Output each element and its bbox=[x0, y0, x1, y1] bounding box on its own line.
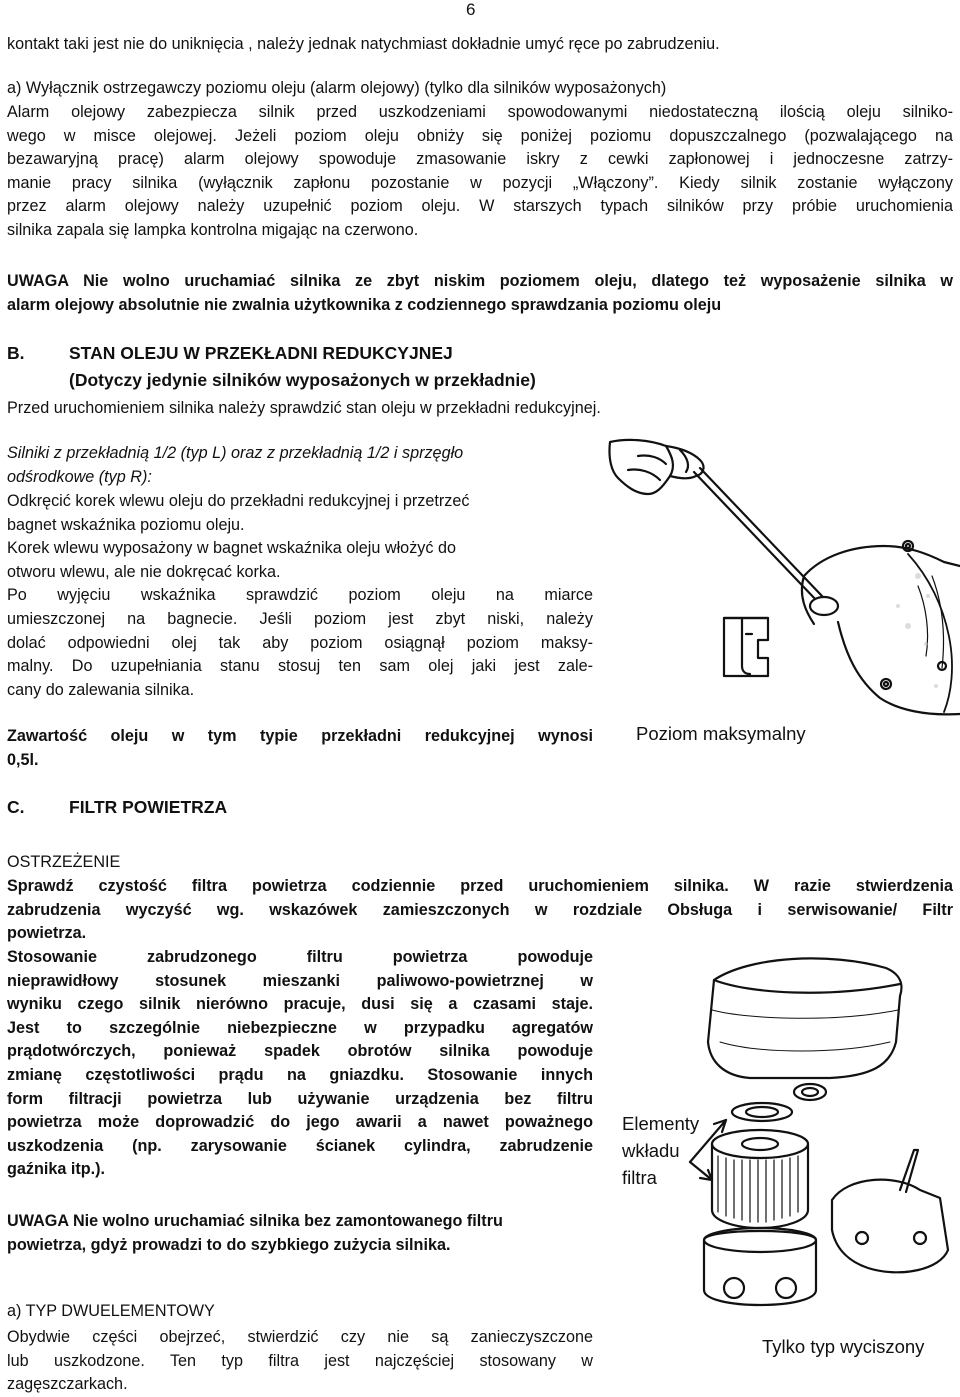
text-line: wkładu bbox=[622, 1140, 680, 1161]
text-line: Jest to szczególnie niebezpieczne w przypadku agregatów bbox=[7, 1018, 593, 1037]
page-number: 6 bbox=[466, 0, 476, 19]
section-b-letter: B. bbox=[7, 343, 25, 363]
text-line: Zawartość oleju w tym typie przekładni redukcyjnej wynosi bbox=[7, 727, 593, 745]
text-line: alarm olejowy absolutnie nie zwalnia użytkownika z codziennego sprawdzania poziomu oleju bbox=[7, 295, 722, 314]
section-b-subtitle: (Dotyczy jedynie silników wyposażonych w przekładnie) bbox=[69, 370, 536, 390]
section-b-body bbox=[7, 490, 593, 702]
text-line: Alarm olejowy zabezpiecza silnik przed uszkodzeniami spowodowanymi niedostateczną ilością oleju silniko- bbox=[7, 103, 953, 121]
text-line: zmianę częstotliwości prądu na gniazdku. Stosowanie innych bbox=[7, 1065, 593, 1084]
text-line: dolać odpowiedni olej tak aby poziom osiągnął poziom maksy- bbox=[7, 633, 593, 652]
text-line: filtra bbox=[622, 1167, 657, 1188]
text-line: malny. Do uzupełniania stanu stosuj ten sam olej jaki jest zale- bbox=[7, 657, 593, 676]
text-line: cany do zalewania silnika. bbox=[7, 680, 195, 699]
section-b-intro: Przed uruchomieniem silnika należy sprawdzić stan oleju w przekładni redukcyjnej. bbox=[7, 399, 601, 417]
text-line: prądotwórczych, ponieważ spadek obrotów silnika powoduje bbox=[7, 1042, 593, 1061]
figure-caption-quiet-type: Tylko typ wyciszony bbox=[762, 1336, 925, 1357]
sub-a-heading: a) TYP DWUELEMENTOWY bbox=[7, 1302, 215, 1320]
text-line: lub uszkodzone. Ten typ filtra jest najczęściej stosowany w bbox=[7, 1351, 593, 1370]
text-line: powietrza. bbox=[7, 924, 87, 943]
warning-label: OSTRZEŻENIE bbox=[7, 853, 121, 871]
text-line: 0,5l. bbox=[7, 750, 39, 769]
sub-a-body bbox=[7, 1326, 593, 1397]
section-c-letter: C. bbox=[7, 797, 25, 817]
text-line: otworu wlewu, ale nie dokręcać korka. bbox=[7, 562, 281, 581]
uwaga-air-filter bbox=[7, 1210, 593, 1257]
text-line: manie pracy silnika (wyłącznik zapłonu pozostanie w pozycji „Włączony”. Kiedy silnik zostanie wyłączony bbox=[7, 173, 953, 192]
text-line: Obydwie części obejrzeć, stwierdzić czy nie są zanieczyszczone bbox=[7, 1328, 593, 1346]
text-line: umieszczonej na bagnecie. Jeśli poziom jest zbyt niski, należy bbox=[7, 609, 593, 628]
text-line: Elementy bbox=[622, 1113, 700, 1134]
text-line: Stosowanie zabrudzonego filtru powietrza powoduje bbox=[7, 948, 593, 966]
text-line: powietrza może doprowadzić do jego awarii a nawet poważnego bbox=[7, 1113, 593, 1132]
text-line: zabrudzenia wyczyść wg. wskazówek zamieszczonych w rozdziale Obsługa i serwisowanie/ Filtr bbox=[7, 900, 953, 919]
air-filter-warning bbox=[7, 875, 953, 946]
text-line: Silniki z przekładnią 1/2 (typ L) oraz z przekładnią 1/2 i sprzęgło bbox=[7, 444, 464, 462]
intro-line: kontakt taki jest nie do uniknięcia , należy jednak natychmiast dokładnie umyć ręce po zabrudzeniu. bbox=[7, 35, 720, 53]
air-filter-warning-left bbox=[7, 946, 593, 1182]
text-line: odśrodkowe (typ R): bbox=[7, 467, 152, 486]
figure-label-filter-elements bbox=[622, 1110, 699, 1191]
text-line: nieprawidłowy stosunek mieszanki paliwowo-powietrznej w bbox=[7, 971, 593, 990]
text-line: Po wyjęciu wskaźnika sprawdzić poziom oleju na miarce bbox=[7, 586, 593, 605]
section-c-title: FILTR POWIETRZA bbox=[69, 797, 228, 817]
text-line: UWAGA Nie wolno uruchamiać silnika bez zamontowanego filtru bbox=[7, 1212, 503, 1230]
dipstick-illustration bbox=[608, 436, 960, 720]
text-line: zagęszczarkach. bbox=[7, 1375, 128, 1394]
text-line: bagnet wskaźnika poziomu oleju. bbox=[7, 515, 245, 534]
text-line: Sprawdź czystość filtra powietrza codziennie przed uruchomieniem silnika. W razie stwierdzenia bbox=[7, 877, 953, 895]
section-a1-body bbox=[7, 101, 953, 243]
text-line: wyniku czego silnik nierówno pracuje, dusi się a czasami staje. bbox=[7, 995, 593, 1014]
text-line: Korek wlewu wyposażony w bagnet wskaźnika oleju włożyć do bbox=[7, 539, 456, 558]
figure-caption-max-level: Poziom maksymalny bbox=[636, 723, 806, 744]
uwaga-oil-warning bbox=[7, 270, 953, 317]
text-line: wego w misce olejowej. Jeżeli poziom oleju obniży się poniżej poziomu dopuszczalnego (pozwalającego na bbox=[7, 126, 953, 145]
text-line: UWAGA Nie wolno uruchamiać silnika ze zbyt niskim poziomem oleju, dlatego też wyposażenie silnika w bbox=[7, 272, 953, 290]
section-b-italic-note bbox=[7, 442, 593, 489]
text-line: silnika zapala się lampka kontrolna migając na czerwono. bbox=[7, 220, 419, 239]
text-line: powietrza, gdyż prowadzi to do szybkiego zużycia silnika. bbox=[7, 1235, 451, 1254]
text-line: bezawaryjną pracę) alarm olejowy spowoduje zmasowanie iskry z cewki zapłonowej i jednoczesne zatrzy- bbox=[7, 150, 953, 169]
section-b-title: STAN OLEJU W PRZEKŁADNI REDUKCYJNEJ bbox=[69, 343, 453, 363]
text-line: gaźnika itp.). bbox=[7, 1160, 106, 1179]
oil-capacity bbox=[7, 725, 593, 772]
text-line: form filtracji powietrza lub używanie urządzenia bez filtru bbox=[7, 1089, 593, 1108]
text-line: Odkręcić korek wlewu oleju do przekładni redukcyjnej i przetrzeć bbox=[7, 492, 470, 510]
text-line: przez alarm olejowy należy uzupełnić poziom oleju. W starszych typach silników przy próbie uruchomienia bbox=[7, 197, 953, 216]
section-a1-heading: a) Wyłącznik ostrzegawczy poziomu oleju (alarm olejowy) (tylko dla silników wyposażonych) bbox=[7, 79, 667, 97]
text-line: uszkodzenia (np. zarysowanie ścianek cylindra, zabrudzenie bbox=[7, 1136, 593, 1155]
